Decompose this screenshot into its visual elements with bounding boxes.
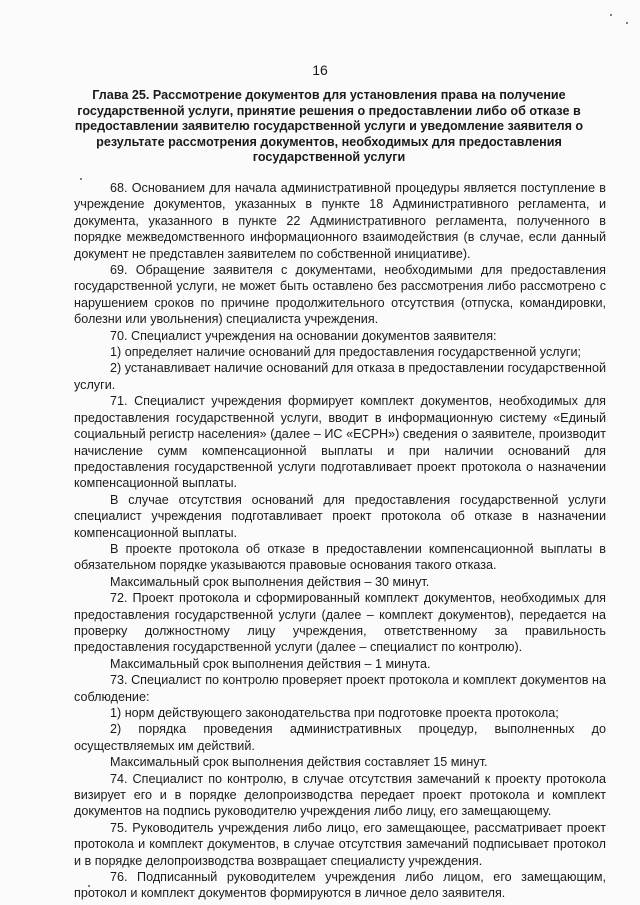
paragraph-71-max-time: Максимальный срок выполнения действия – 30 минут. bbox=[110, 574, 430, 589]
paragraph-72: 72. Проект протокола и сформированный комплект документов, необходимых для предоставления государственной услуги (далее – комплект документов), передается на проверку должностному лицу учреждения, ответственному за правильность предоставления государственной услуги (далее – специалист по контролю). bbox=[74, 591, 606, 655]
page-number: 16 bbox=[312, 62, 328, 78]
paragraph-76: 76. Подписанный руководителем учреждения либо лицом, его замещающим, протокол и комплект документов формируются в личное дело заявителя. bbox=[74, 870, 606, 901]
paragraph-73-max-time: Максимальный срок выполнения действия составляет 15 минут. bbox=[110, 755, 488, 770]
paragraph-73: 73. Специалист по контролю проверяет проект протокола и комплект документов на соблюдение: bbox=[74, 673, 606, 704]
paragraph-70-item-1: 1) определяет наличие оснований для предоставления государственной услуги; bbox=[110, 345, 582, 360]
paragraph-72-max-time: Максимальный срок выполнения действия – 1 минута. bbox=[110, 656, 431, 671]
paragraph-75: 75. Руководитель учреждения либо лицо, его замещающее, рассматривает проект протокола и комплект документов, в случае отсутствия замечаний подписывает протокол и в порядке делопроизводства возвращает специалисту учреждения. bbox=[74, 820, 606, 868]
scan-speck bbox=[626, 22, 628, 24]
paragraph-74: 74. Специалист по контролю, в случае отсутствия замечаний к проекту протокола визирует его и в порядке делопроизводства передает проект протокола и комплект документов на подпись руководителю учреждения либо лицу, его замещающему. bbox=[74, 771, 606, 819]
chapter-title: Глава 25. Рассмотрение документов для установления права на получение государственной услуги, принятие решения о предоставлении либо об отказе в предоставлении заявителю государственной услуги и уведомление заявителя о результате рассмотрения документов, необходимых для предоставления государственной услуги bbox=[74, 88, 584, 165]
document-body bbox=[74, 180, 606, 902]
paragraph-73-item-1: 1) норм действующего законодательства при подготовке проекта протокола; bbox=[110, 706, 559, 720]
paragraph-71: 71. Специалист учреждения формирует комплект документов, необходимых для предоставления государственной услуги, вводит в информационную систему «Единый социальный регистр населения» (далее – ИС «ЕСРН») сведения о заявителе, производит начисление сумм компенсационной выплаты и при наличии оснований для предоставления государственной услуги подготавливает проект протокола о назначении компенсационной выплаты. bbox=[74, 394, 606, 491]
paragraph-70: 70. Специалист учреждения на основании документов заявителя: bbox=[110, 328, 497, 343]
paragraph-70-item-2: 2) устанавливает наличие оснований для отказа в предоставлении государственной услуги. bbox=[74, 361, 606, 392]
paragraph-68: 68. Основанием для начала административной процедуры является поступление в учреждение документов, указанных в пункте 18 Административного регламента, и документа, указанного в пункте 22 Административного регламента, полученного в порядке межведомственного информационного взаимодействия (в случае, если данный документ не представлен заявителем по собственной инициативе). bbox=[74, 181, 606, 261]
paragraph-71-refusal: В случае отсутствия оснований для предоставления государственной услуги специалист учреждения подготавливает проект протокола об отказе в назначении компенсационной выплаты. bbox=[74, 492, 606, 540]
scan-speck bbox=[610, 14, 612, 16]
paragraph-69: 69. Обращение заявителя с документами, необходимыми для предоставления государственной услуги, не может быть оставлено без рассмотрения либо рассмотрено с нарушением сроков по причине продолжительного отсутствия (отпуска, командировки, болезни или увольнения) специалиста учреждения. bbox=[74, 263, 606, 327]
paragraph-71-legal-grounds: В проекте протокола об отказе в предоставлении компенсационной выплаты в обязательном порядке указываются правовые основания такого отказа. bbox=[74, 541, 606, 573]
paragraph-73-item-2: 2) порядка проведения административных процедур, выполненных до осуществляемых им действий. bbox=[74, 722, 606, 753]
